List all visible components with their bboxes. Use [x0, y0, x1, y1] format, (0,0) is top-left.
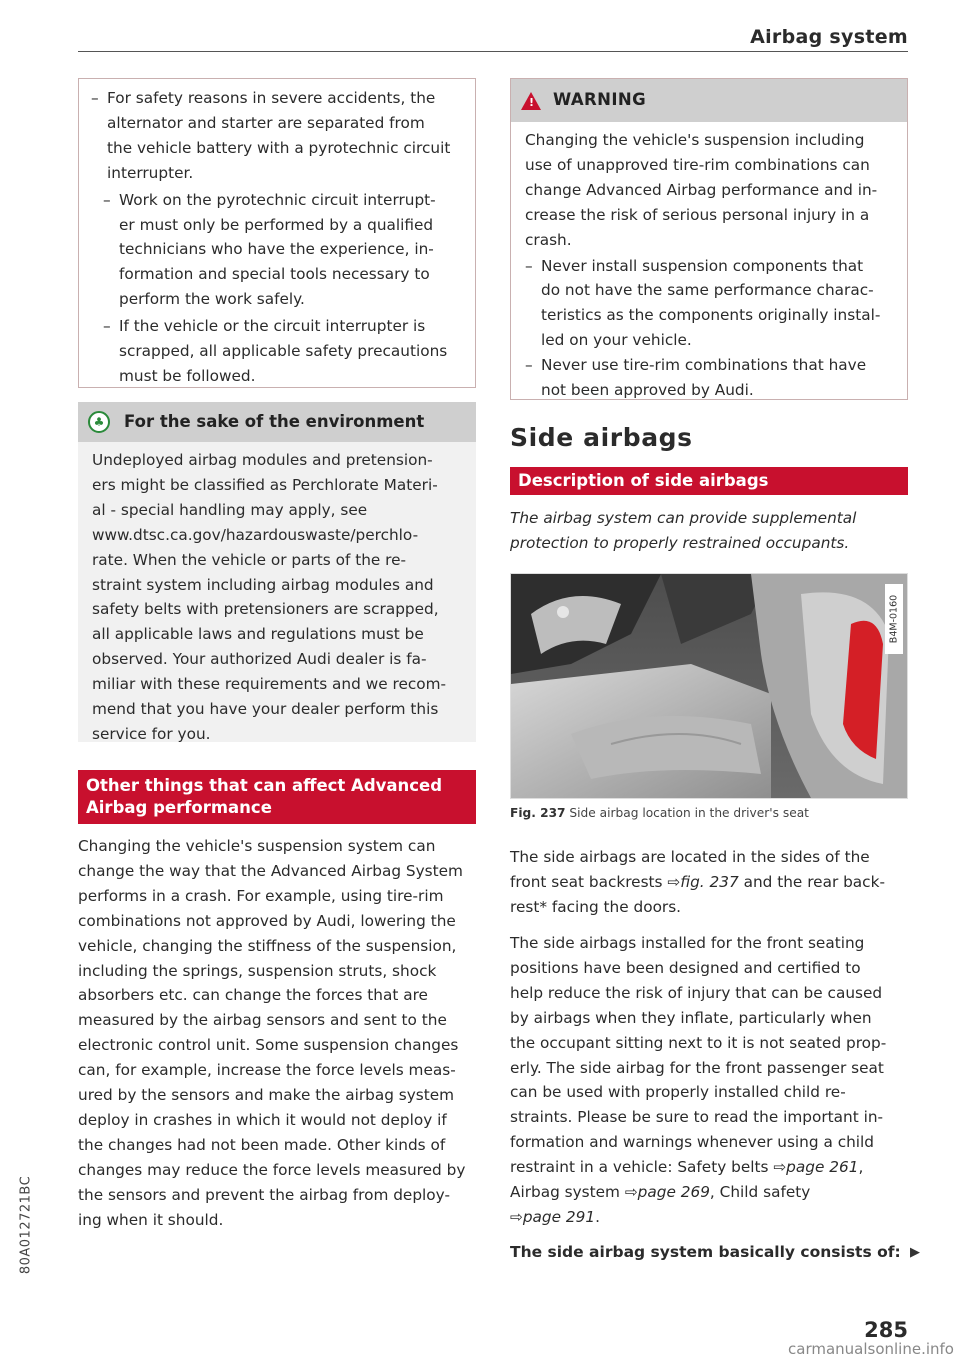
environment-note-title: For the sake of the environment [124, 411, 425, 431]
warning-body: Changing the vehicle's suspension including use of unapproved tire-rim combinations can change Advanced Airbag performance and in- crease the risk of serious personal injury in a crash. – Never install suspension components that do not have the same performance charac- teristics as the components originally instal- led on your vehicle. – Never use tire-rim combinations that have not been approved by Audi. [511, 122, 907, 409]
list-item: – For safety reasons in severe accidents, the alternator and starter are separated from the vehicle battery with a pyrotechnic circuit interrupter. [91, 86, 463, 186]
list-item: – Never use tire-rim combinations that have not been approved by Audi. [525, 353, 893, 403]
section-heading-advanced-airbag: Other things that can affect Advanced Airbag performance [78, 770, 476, 824]
document-code: 80A012721BC [18, 1175, 34, 1275]
environment-note-body: Undeployed airbag modules and pretension- ers might be classified as Perchlorate Materi- al - special handling may apply, see www.dtsc.ca.gov/hazardouswaste/perchlo- rate. When the vehicle or parts of the re- straint system including airbag modules and safety belts with pretensioners are scrapped, all applicable laws and regulations must be observed. Your authorized Audi dealer is fa- miliar with these requirements and we recom- mend that you have your dealer perform this service for you. [92, 451, 447, 743]
cross-ref-arrow-icon: ⇨ [667, 872, 681, 891]
environment-note-header [78, 402, 476, 442]
figure-caption: Fig. 237 Side airbag location in the driver's seat [510, 806, 809, 820]
page-reference-link[interactable]: page 291 [522, 1207, 596, 1226]
side-airbag-figure [510, 573, 908, 799]
side-airbag-design-paragraph: The side airbags installed for the front seating positions have been designed and certified to help reduce the risk of injury that can be caused by airbags when they inflate, particularly when the occupant sitting next to it is not seated prop- erly. The side airbag for the front passenger seat can be used with properly installed child re- straints. Please be sure to read the important in- formation and warnings whenever using a child restraint in a vehicle: Safety belts ⇨page 261, Airbag system ⇨page 269, Child safety ⇨page 291. [510, 934, 887, 1226]
section-heading-side-airbags: Description of side airbags [510, 467, 908, 495]
figure-reference-link[interactable]: fig. 237 [680, 872, 739, 891]
page-number: 285 [864, 1318, 908, 1342]
running-header: Airbag system [750, 26, 908, 48]
safety-note-box [78, 78, 476, 388]
environment-leaf-icon: ♣ [88, 411, 110, 433]
section-intro: The airbag system can provide supplemental protection to properly restrained occupants. [510, 509, 857, 552]
warning-box [510, 78, 908, 400]
figure-code: B4M-0160 [888, 594, 900, 644]
page-reference-link[interactable]: page 269 [637, 1183, 710, 1202]
warning-title: WARNING [553, 90, 647, 110]
list-item: – Never install suspension components that do not have the same performance charac- teristics as the components originally instal- led on your vehicle. [525, 254, 893, 354]
list-item: – If the vehicle or the circuit interrupter is scrapped, all applicable safety precautions must be followed. [91, 314, 463, 389]
warning-header [511, 79, 907, 122]
seat-illustration [511, 574, 907, 798]
environment-note [78, 402, 476, 742]
continued-arrow-icon: ▶ [910, 1245, 920, 1260]
cross-ref-arrow-icon: ⇨ [510, 1207, 523, 1226]
header-rule [78, 51, 908, 52]
side-airbag-components-lead: The side airbag system basically consists of: [510, 1243, 901, 1261]
side-airbag-location-paragraph: The side airbags are located in the sides of the front seat backrests ⇨fig. 237 and the rear back- rest* facing the doors. [510, 848, 885, 916]
cross-ref-arrow-icon: ⇨ [773, 1158, 787, 1177]
page-reference-link[interactable]: page 261 [786, 1158, 859, 1177]
advanced-airbag-paragraph: Changing the vehicle's suspension system can change the way that the Advanced Airbag System performs in a crash. For example, using tire-rim combinations not approved by Audi, lowering the vehicle, changing the stiffness of the suspension, including the springs, suspension struts, shock absorbers etc. can change the forces that are measured by the airbag sensors and sent to the electronic control unit. Some suspension changes can, for example, increase the force levels meas- ured by the sensors and make the airbag system deploy in crashes in which it would not deploy if the changes had not been made. Other kinds of changes may reduce the force levels measured by the sensors and prevent the airbag from deploy- ing when it should. [78, 837, 466, 1229]
list-item: – Work on the pyrotechnic circuit interrupt- er must only be performed by a qualified technicians who have the experience, in- formation and special tools necessary to perform the work safely. [91, 188, 463, 313]
section-title: Side airbags [510, 423, 693, 452]
watermark: carmanualsonline.info [788, 1340, 954, 1358]
warning-triangle-icon: ! [521, 92, 541, 110]
cross-ref-arrow-icon: ⇨ [624, 1183, 638, 1202]
